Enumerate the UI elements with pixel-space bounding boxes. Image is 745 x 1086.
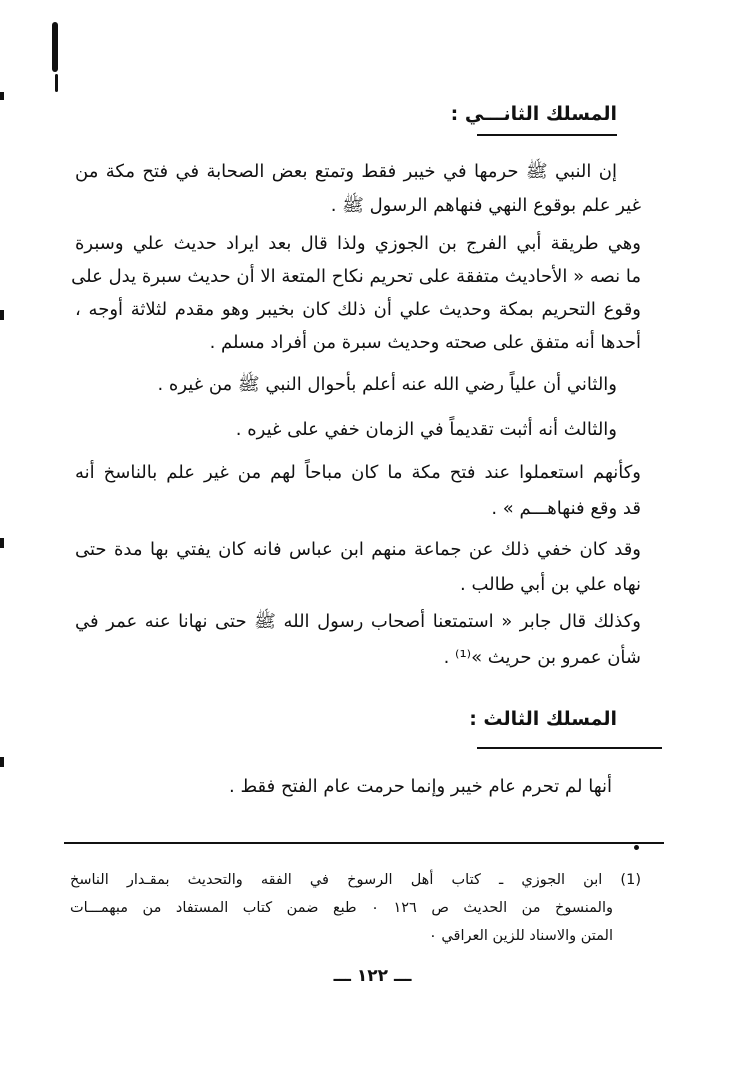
footnote-line: والمنسوخ من الحديث ص ١٢٦ ٠ طبع ضمن كتاب المستفاد من مبهمـــات	[70, 900, 613, 916]
paragraph-line: والثالث أنه أثبت تقديماً في الزمان خفي على غيره .	[235, 419, 617, 440]
paragraph-line: أنها لم تحرم عام خيبر وإنما حرمت عام الفتح فقط .	[229, 776, 612, 797]
paragraph-line: وهي طريقة أبي الفرج بن الجوزي ولذا قال بعد ايراد حديث علي وسبرة	[75, 233, 641, 254]
scan-artifact	[52, 22, 58, 72]
paragraph-line: قد وقع فنهاهـــم » .	[491, 498, 641, 519]
paragraph-line: أحدها أنه متفق على صحته وحديث سبرة من أفراد مسلم .	[209, 332, 641, 353]
scan-artifact	[55, 74, 58, 92]
heading-underline	[477, 747, 662, 749]
footnote-line: (1) ابن الجوزي ـ كتاب أهل الرسوخ في الفقه والتحديث بمقـدار الناسخ	[70, 872, 641, 888]
scan-artifact	[0, 538, 4, 548]
footnote-separator	[64, 842, 664, 844]
scan-artifact	[0, 92, 4, 100]
paragraph-line: إن النبي ﷺ حرمها في خيبر فقط وتمتع بعض الصحابة في فتح مكة من	[75, 161, 617, 182]
paragraph-line: وكذلك قال جابر « استمتعنا أصحاب رسول الله ﷺ حتى نهانا عنه عمر في	[75, 611, 641, 632]
section-2-heading: المسلك الثانـــي :	[450, 103, 617, 125]
page-number: ـــ ١٢٢ ـــ	[333, 966, 412, 986]
footnote-line: المتن والاسناد للزين العراقي ٠	[429, 928, 613, 944]
paragraph-line: وقوع التحريم بمكة وحديث علي أن ذلك كان بخيبر وهو مقدم لثلاثة أوجه ،	[75, 299, 641, 320]
paragraph-line: وقد كان خفي ذلك عن جماعة منهم ابن عباس فانه كان يفتي بها مدة حتى	[75, 539, 641, 560]
paragraph-line: والثاني أن علياً رضي الله عنه أعلم بأحوال النبي ﷺ من غيره .	[157, 374, 617, 395]
paragraph-line: غير علم بوقوع النهي فنهاهم الرسول ﷺ .	[330, 195, 641, 216]
paragraph-line: وكأنهم استعملوا عند فتح مكة ما كان مباحاً لهم من غير علم بالناسخ أنه	[75, 462, 641, 483]
section-3-heading: المسلك الثالث :	[469, 708, 617, 730]
scan-artifact	[634, 845, 639, 850]
scan-artifact	[0, 310, 4, 320]
paragraph-line: ما نصه « الأحاديث متفقة على تحريم نكاح المتعة الا أن حديث سبرة يدل على	[71, 266, 641, 287]
scan-artifact	[0, 757, 4, 767]
heading-underline	[477, 134, 617, 136]
paragraph-line: نهاه علي بن أبي طالب .	[460, 574, 641, 595]
paragraph-line: شأن عمرو بن حريث »⁽¹⁾ .	[443, 647, 641, 668]
